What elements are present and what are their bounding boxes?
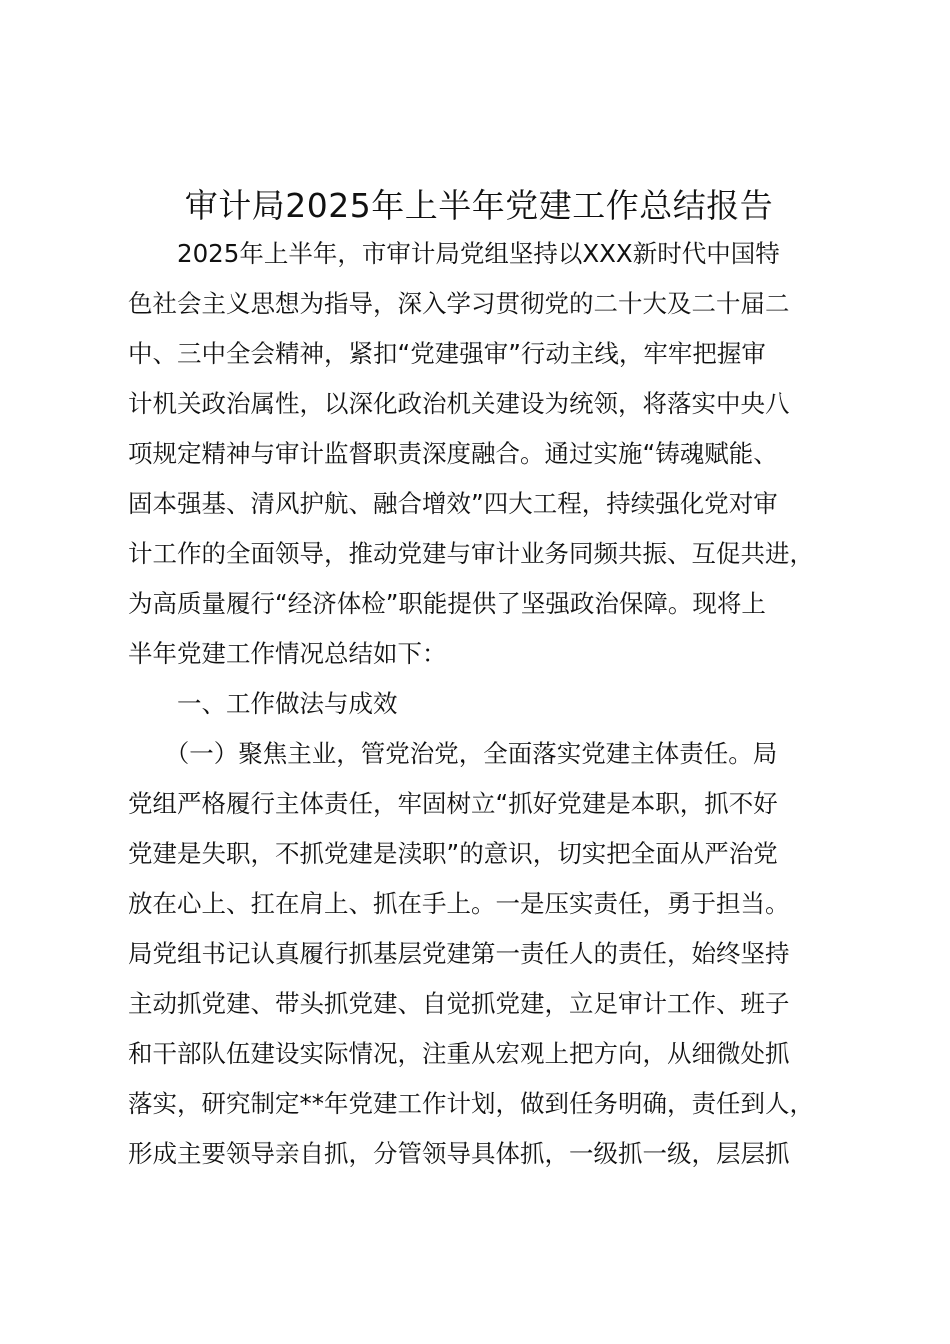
paragraph-line: 中、三中全会精神，紧扣“党建强审”行动主线，牢牢把握审 (128, 339, 766, 368)
paragraph-line: 色社会主义思想为指导，深入学习贯彻党的二十大及二十届二 (128, 289, 790, 318)
paragraph-line: 和干部队伍建设实际情况，注重从宏观上把方向，从细微处抓 (128, 1039, 790, 1068)
paragraph-line: 固本强基、清风护航、融合增效”四大工程，持续强化党对审 (128, 489, 778, 518)
paragraph-line: 半年党建工作情况总结如下： (128, 639, 447, 668)
paragraph-line: 党建是失职，不抓党建是渎职”的意识，切实把全面从严治党 (128, 839, 778, 868)
paragraph-line: 计工作的全面领导，推动党建与审计业务同频共振、互促共进， (128, 539, 814, 568)
paragraph-line: 放在心上、扛在肩上、抓在手上。一是压实责任，勇于担当。 (128, 889, 790, 918)
paragraph-line: 项规定精神与审计监督职责深度融合。通过实施“铸魂赋能、 (128, 439, 778, 468)
paragraph-line: 局党组书记认真履行抓基层党建第一责任人的责任，始终坚持 (128, 939, 790, 968)
document-title: 审计局2025年上半年党建工作总结报告 (184, 186, 774, 225)
paragraph-line: 党组严格履行主体责任，牢固树立“抓好党建是本职，抓不好 (128, 789, 778, 818)
paragraph-line: 落实，研究制定**年党建工作计划，做到任务明确，责任到人， (128, 1089, 814, 1118)
paragraph-line: 计机关政治属性，以深化政治机关建设为统领，将落实中央八 (128, 389, 790, 418)
paragraph-line: 主动抓党建、带头抓党建、自觉抓党建，立足审计工作、班子 (128, 989, 790, 1018)
paragraph-line: 2025年上半年，市审计局党组坚持以XXX新时代中国特 (128, 239, 780, 268)
paragraph-line: 为高质量履行“经济体检”职能提供了坚强政治保障。现将上 (128, 589, 766, 618)
paragraph-line: 形成主要领导亲自抓，分管领导具体抓，一级抓一级，层层抓 (128, 1139, 790, 1168)
section-heading: 一、工作做法与成效 (128, 689, 398, 718)
subsection-heading-line: （一）聚焦主业，管党治党，全面落实党建主体责任。局 (128, 739, 778, 768)
